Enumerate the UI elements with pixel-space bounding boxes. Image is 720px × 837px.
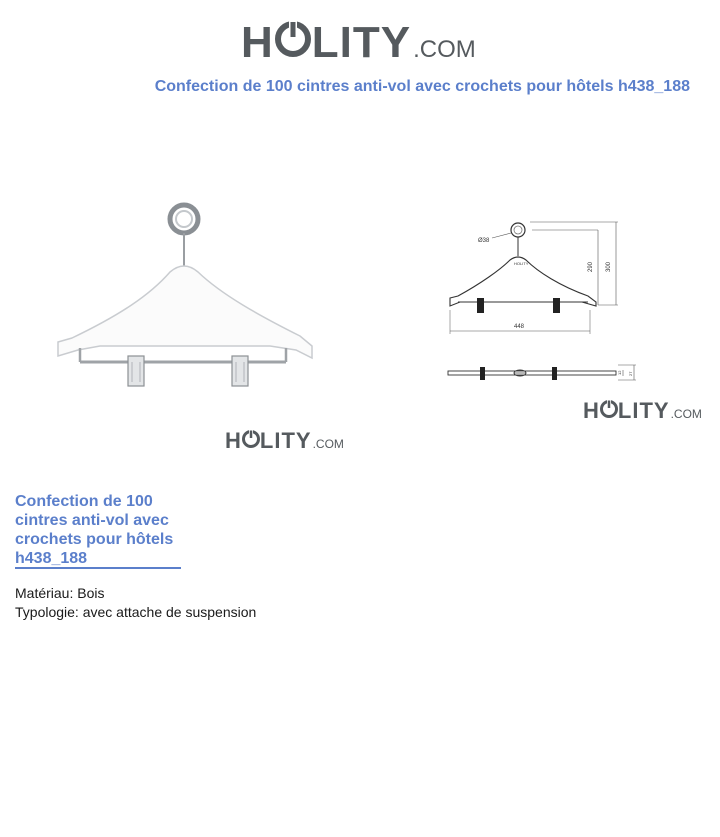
svg-text:HOLITY: HOLITY <box>514 261 529 266</box>
drawing-watermark-logo <box>583 398 702 424</box>
dimension-height-inner: 290 <box>588 261 594 272</box>
drawing-watermark-text-lity: LITY <box>617 398 670 423</box>
hanger-clip-left <box>128 356 144 386</box>
spec-value: Bois <box>77 585 105 601</box>
holity-logo[interactable] <box>241 18 476 68</box>
spec-row-material <box>15 584 256 603</box>
watermark-power-o-icon <box>242 430 260 448</box>
dimension-depth-b: 27 <box>628 371 633 376</box>
spec-label: Matériau: <box>15 585 74 601</box>
drawing-clip-left <box>477 298 484 313</box>
spec-value: avec attache de suspension <box>82 604 257 620</box>
drawing-clip-right <box>553 298 560 313</box>
dimension-height-total: 300 <box>606 261 612 272</box>
watermark-text-h: H <box>225 428 242 453</box>
heading-underline <box>15 567 181 569</box>
spec-label: Typologie: <box>15 604 79 620</box>
dimension-width: 448 <box>514 324 525 330</box>
hanger-clip-right <box>232 356 248 386</box>
drawing-watermark-power-o-icon <box>600 400 618 418</box>
logo-text-lity: LITY <box>311 18 412 67</box>
dimension-depth-a: 12 <box>617 370 622 375</box>
logo-power-o-icon <box>275 21 311 57</box>
drawing-ring <box>511 223 525 237</box>
hanger-ring <box>170 205 198 233</box>
dimension-ring-diameter: Ø38 <box>478 238 490 244</box>
product-specs <box>15 584 256 622</box>
drawing-watermark-text-h: H <box>583 398 600 423</box>
page-title: Confection de 100 cintres anti-vol avec crochets pour hôtels h438_188 <box>154 78 690 95</box>
hanger-body <box>58 266 312 358</box>
technical-drawing[interactable] <box>420 120 710 440</box>
logo-text-h: H <box>241 18 274 67</box>
drawing-side-view <box>448 367 616 380</box>
watermark-text-domain: .COM <box>312 437 344 451</box>
photo-watermark-logo <box>225 428 344 454</box>
drawing-watermark-text-domain: .COM <box>670 407 702 421</box>
logo-text-domain: .COM <box>413 36 476 63</box>
product-photo[interactable] <box>0 110 380 470</box>
product-heading: Confection de 100 cintres anti-vol avec crochets pour hôtels h438_188 <box>15 493 174 567</box>
watermark-text-lity: LITY <box>259 428 312 453</box>
spec-row-typology <box>15 603 256 622</box>
